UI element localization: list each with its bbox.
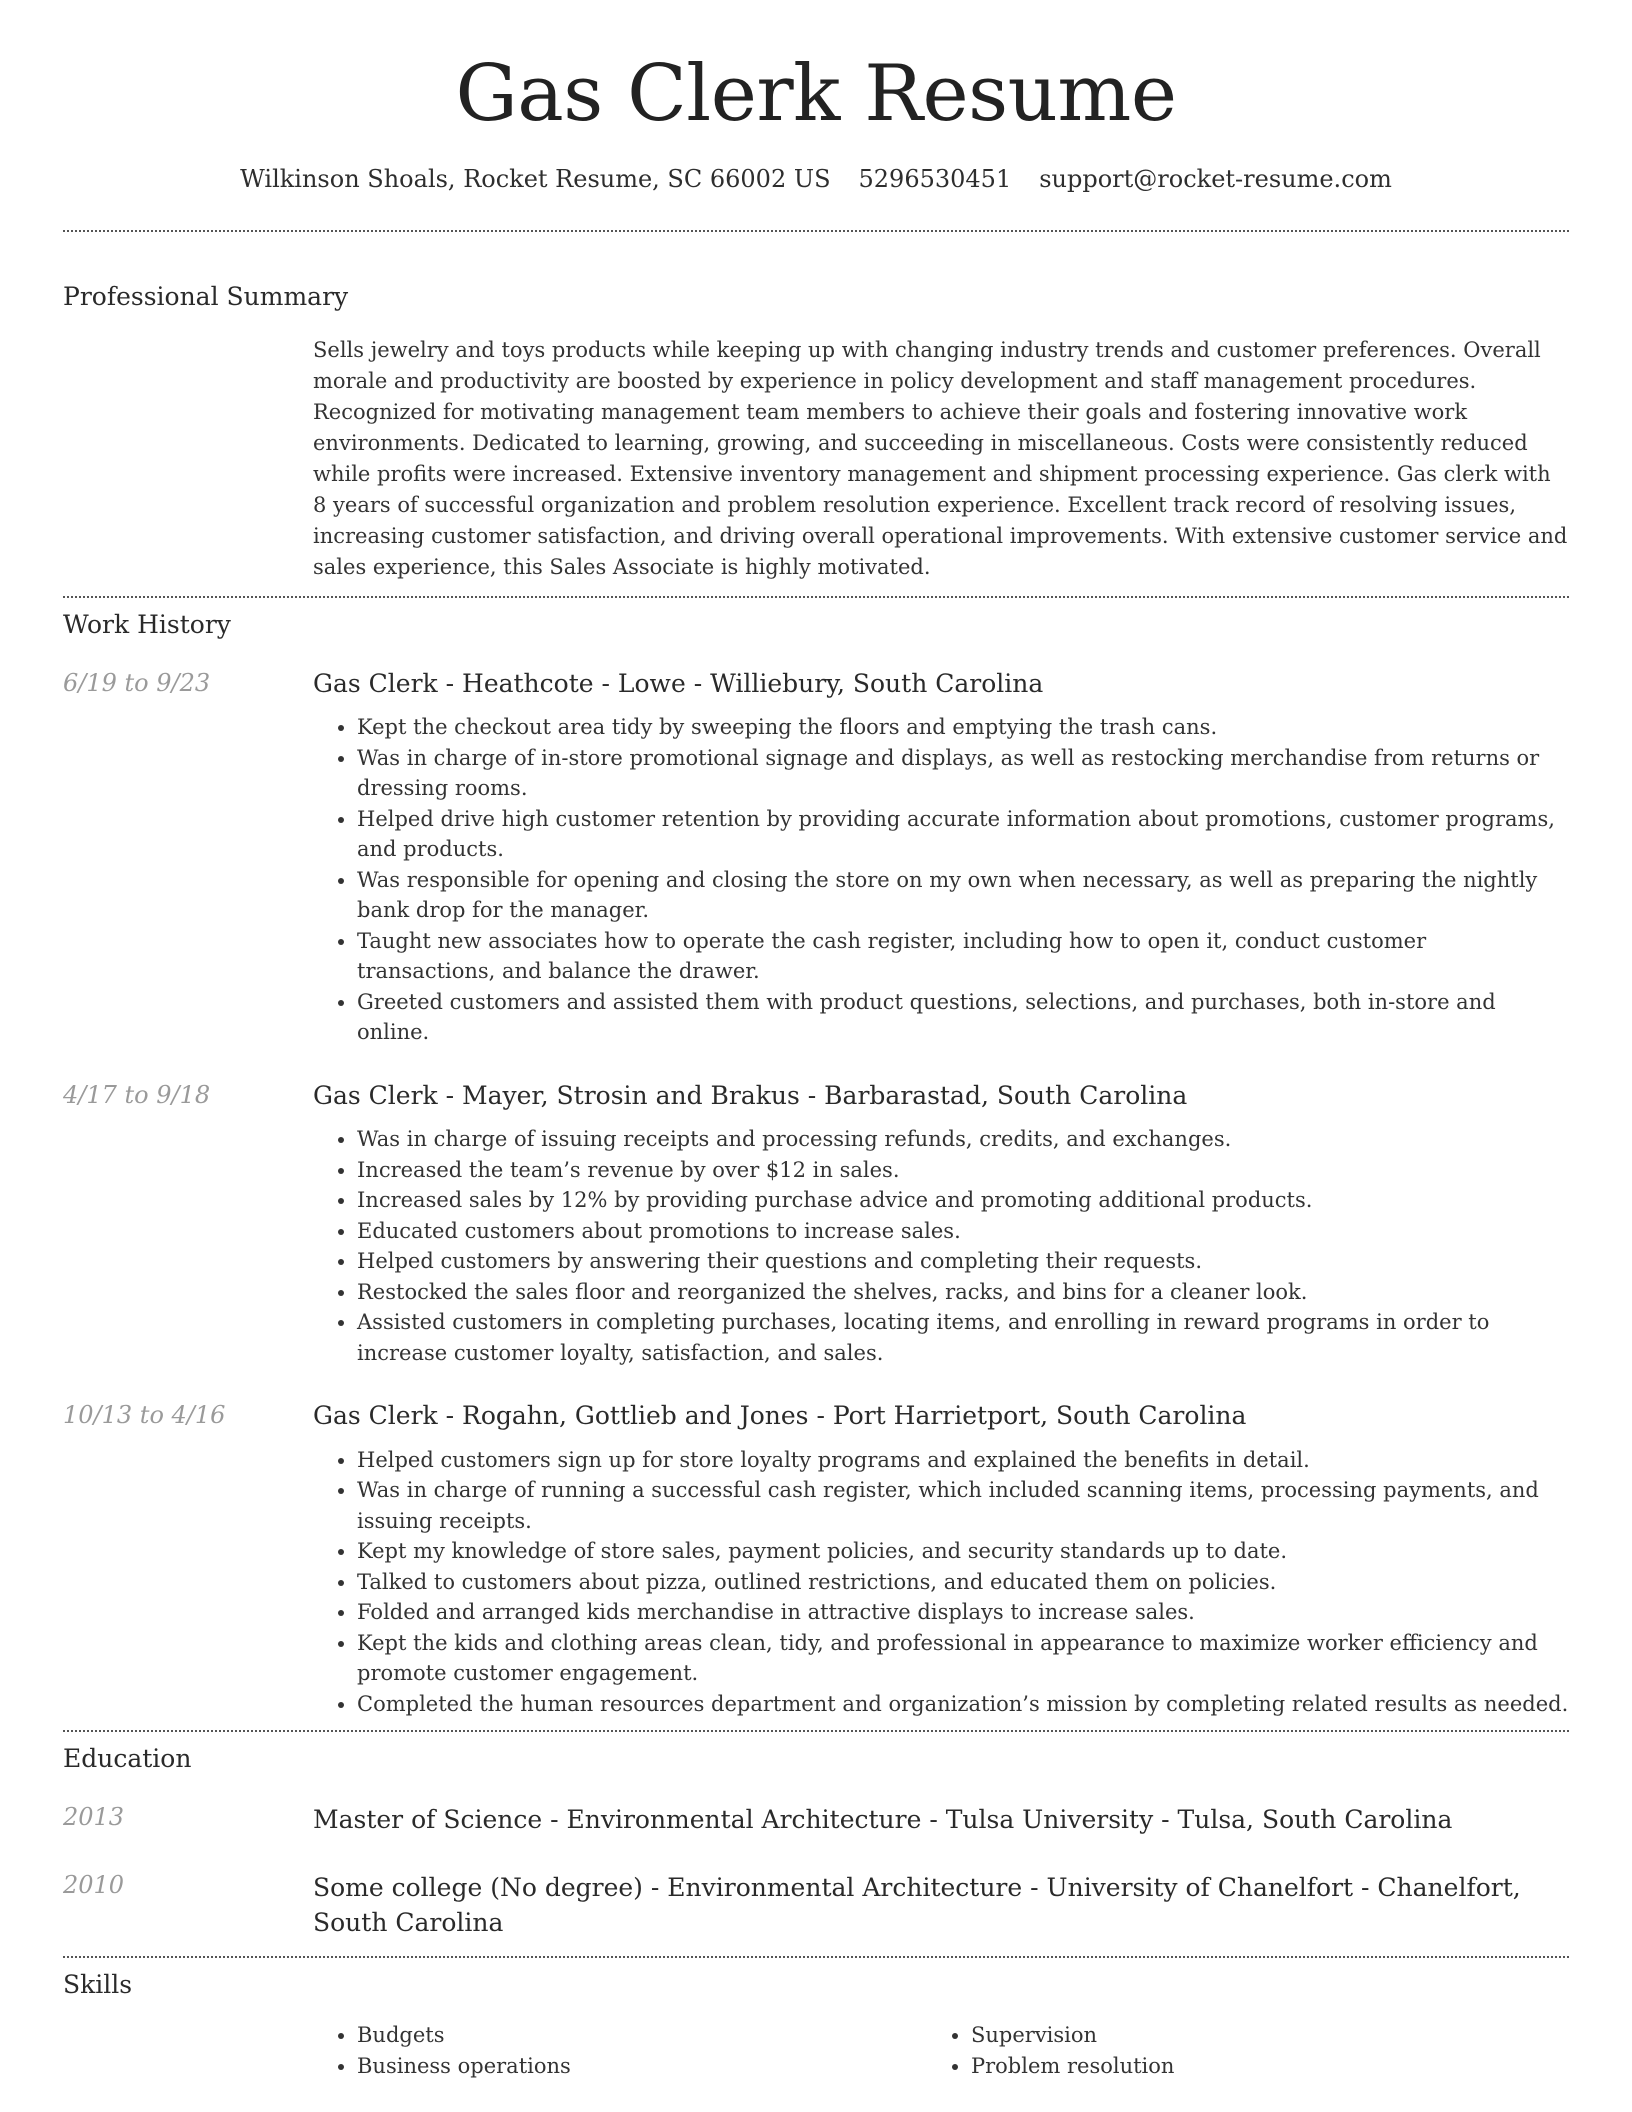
education-text: Some college (No degree) - Environmental Architecture - University of Chanelfort - Chanelfort, South Carolina — [313, 1872, 1521, 1937]
education-year: 2013 — [63, 1802, 125, 1831]
list-item: • Helped customers by answering their questions and completing their requests. — [357, 1246, 1569, 1277]
job-heading: Gas Clerk - Mayer, Strosin and Brakus - Barbarastad, South Carolina — [313, 1080, 1188, 1110]
list-item: • Greeted customers and assisted them with product questions, selections, and purchases, both in-store and online. — [357, 987, 1569, 1048]
skills-list-right — [927, 2020, 1541, 2081]
list-item: • Kept my knowledge of store sales, payment policies, and security standards up to date. — [357, 1536, 1569, 1567]
job-heading: Gas Clerk - Rogahn, Gottlieb and Jones - Port Harrietport, South Carolina — [313, 1401, 1247, 1431]
list-item: • Educated customers about promotions to increase sales. — [357, 1216, 1569, 1247]
job-entry — [63, 1400, 1569, 1719]
list-item: • Was in charge of in-store promotional signage and displays, as well as restocking merchandise from returns or dressing rooms. — [357, 743, 1569, 804]
education-section — [63, 1732, 1569, 1940]
list-item: • Helped drive high customer retention by providing accurate information about promotions, customer programs, and products. — [357, 804, 1569, 865]
list-item: • Problem resolution — [971, 2051, 1541, 2082]
list-item: • Supervision — [971, 2020, 1541, 2051]
contact-line — [63, 164, 1569, 195]
list-item: • Helped customers sign up for store loyalty programs and explained the benefits in detail. — [357, 1445, 1569, 1476]
list-item: • Restocked the sales floor and reorganized the shelves, racks, and bins for a cleaner look. — [357, 1277, 1569, 1308]
summary-section — [63, 232, 1569, 584]
contact-address: Wilkinson Shoals, Rocket Resume, SC 66002 US — [240, 164, 831, 193]
list-item: • Was in charge of running a successful cash register, which included scanning items, processing payments, and issuing receipts. — [357, 1475, 1569, 1536]
section-title-education: Education — [63, 1744, 192, 1774]
list-item: • Was in charge of issuing receipts and processing refunds, credits, and exchanges. — [357, 1124, 1569, 1155]
skills-grid — [313, 2020, 1569, 2081]
resume-title: Gas Clerk Resume — [455, 49, 1177, 139]
list-item: • Completed the human resources department and organization’s mission by completing related results as needed. — [357, 1689, 1569, 1720]
job-bullets — [313, 712, 1569, 1048]
list-item: • Kept the checkout area tidy by sweeping the floors and emptying the trash cans. — [357, 712, 1569, 743]
job-dates: 10/13 to 4/16 — [63, 1401, 226, 1430]
list-item: • Assisted customers in completing purchases, locating items, and enrolling in reward programs in order to increase customer loyalty, satisfaction, and sales. — [357, 1307, 1569, 1368]
list-item: • Taught new associates how to operate the cash register, including how to open it, conduct customer transactions, and balance the drawer. — [357, 926, 1569, 987]
skills-section — [63, 1958, 1569, 2082]
contact-phone: 5296530451 — [858, 164, 1012, 193]
work-history-section — [63, 598, 1569, 1719]
list-item: • Increased sales by 12% by providing purchase advice and promoting additional products. — [357, 1185, 1569, 1216]
job-dates: 4/17 to 9/18 — [63, 1080, 211, 1109]
education-text: Master of Science - Environmental Architecture - Tulsa University - Tulsa, South Carolina — [313, 1804, 1453, 1834]
list-item: • Budgets — [357, 2020, 927, 2051]
job-heading: Gas Clerk - Heathcote - Lowe - Williebury, South Carolina — [313, 668, 1044, 698]
list-item: • Folded and arranged kids merchandise in attractive displays to increase sales. — [357, 1597, 1569, 1628]
job-entry — [63, 1080, 1569, 1369]
job-entry — [63, 668, 1569, 1048]
job-bullets — [313, 1445, 1569, 1720]
resume-header — [63, 0, 1569, 195]
section-title-skills: Skills — [63, 1969, 133, 1999]
contact-email: support@rocket-resume.com — [1039, 164, 1392, 193]
section-title-work-history: Work History — [63, 610, 231, 640]
skills-list-left — [313, 2020, 927, 2081]
job-bullets — [313, 1124, 1569, 1368]
list-item: • Talked to customers about pizza, outlined restrictions, and educated them on policies. — [357, 1567, 1569, 1598]
list-item: • Business operations — [357, 2051, 927, 2082]
section-title-summary: Professional Summary — [63, 281, 349, 311]
list-item: • Kept the kids and clothing areas clean, tidy, and professional in appearance to maximize worker efficiency and promote customer engagement. — [357, 1628, 1569, 1689]
education-entry — [63, 1802, 1569, 1837]
summary-text: Sells jewelry and toys products while keeping up with changing industry trends and customer preferences. Overall morale and productivity are boosted by experience in policy development and staff management procedures. Recognized for motivating management team members to achieve their goals and fostering innovative work environments. Dedicated to learning, growing, and succeeding in miscellaneous. Costs were consistently reduced while profits were increased. Extensive inventory management and shipment processing experience. Gas clerk with 8 years of successful organization and problem resolution experience. Excellent track record of resolving issues, increasing customer satisfaction, and driving overall operational improvements. With extensive customer service and sales experience, this Sales Associate is highly motivated. — [313, 338, 1568, 580]
education-year: 2010 — [63, 1870, 125, 1899]
job-dates: 6/19 to 9/23 — [63, 668, 211, 697]
list-item: • Increased the team’s revenue by over $12 in sales. — [357, 1155, 1569, 1186]
list-item: • Was responsible for opening and closing the store on my own when necessary, as well as preparing the nightly bank drop for the manager. — [357, 865, 1569, 926]
education-entry — [63, 1870, 1569, 1940]
